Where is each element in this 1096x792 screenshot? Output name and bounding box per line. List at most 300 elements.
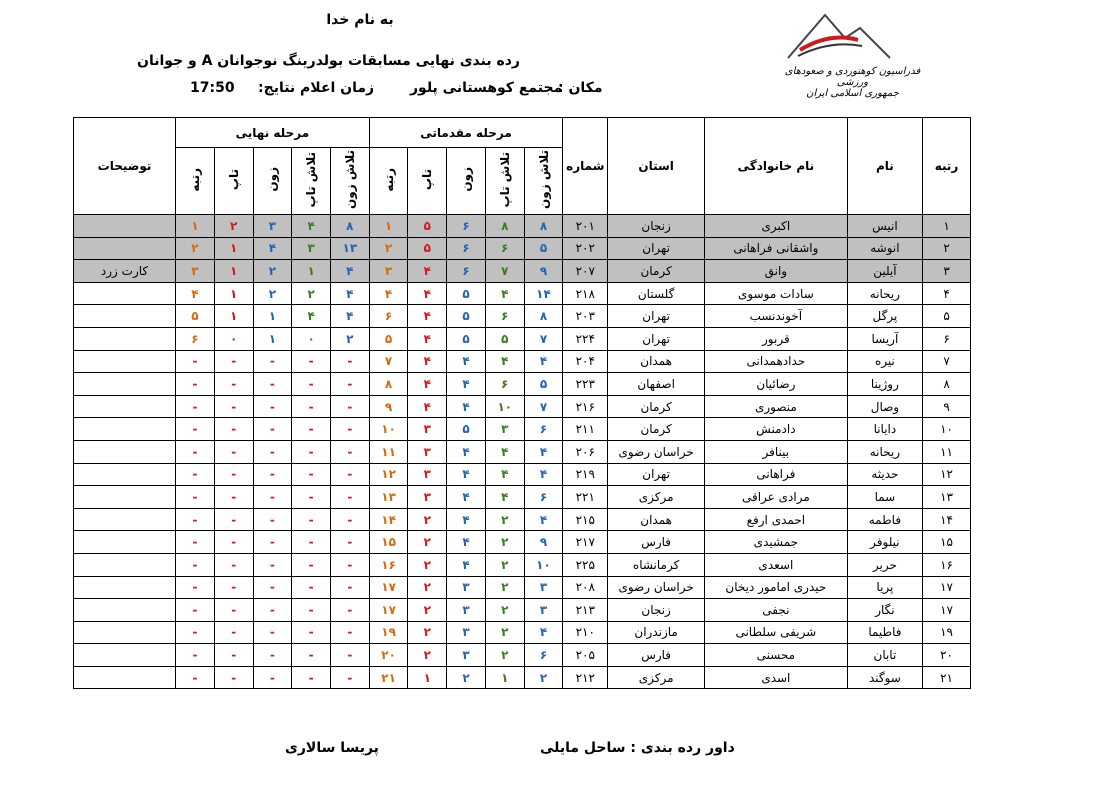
cell-final-top-attempts: - — [292, 644, 331, 667]
cell-final-rank: - — [176, 599, 215, 622]
cell-final-zone-attempts: - — [330, 463, 369, 486]
table-row — [74, 305, 971, 328]
cell-prelim-zone: ۵ — [447, 305, 486, 328]
cell-final-zone-attempts: - — [330, 644, 369, 667]
cell-number: ۲۱۳ — [563, 599, 608, 622]
cell-number: ۲۱۰ — [563, 621, 608, 644]
cell-final-rank: ۴ — [176, 282, 215, 305]
cell-notes — [74, 553, 176, 576]
cell-prelim-rank: ۱۴ — [369, 508, 408, 531]
cell-prelim-top-attempts: ۱۰ — [485, 395, 524, 418]
cell-name: سما — [847, 486, 922, 509]
cell-name: نگار — [847, 599, 922, 622]
cell-final-zone-attempts: - — [330, 373, 369, 396]
signatory-name: پریسا سالاری — [285, 740, 379, 756]
cell-name: حریر — [847, 553, 922, 576]
cell-final-top-attempts: - — [292, 463, 331, 486]
cell-prelim-top-attempts: ۵ — [485, 327, 524, 350]
cell-final-top: - — [214, 486, 253, 509]
cell-final-top: - — [214, 350, 253, 373]
cell-number: ۲۰۵ — [563, 644, 608, 667]
cell-final-top: ۱ — [214, 237, 253, 260]
cell-family: اسدی — [705, 666, 848, 689]
cell-prelim-zone-attempts: ۴ — [524, 350, 563, 373]
cell-rank: ۱۷ — [923, 576, 971, 599]
col-family-header: نام خانوادگی — [705, 118, 848, 215]
cell-prelim-top: ۵ — [408, 215, 447, 238]
cell-number: ۲۱۸ — [563, 282, 608, 305]
cell-prelim-zone: ۳ — [447, 599, 486, 622]
cell-province: زنجان — [608, 599, 705, 622]
cell-final-zone-attempts: ۴ — [330, 260, 369, 283]
cell-final-zone: - — [253, 553, 292, 576]
cell-prelim-top-attempts: ۶ — [485, 373, 524, 396]
cell-notes — [74, 305, 176, 328]
cell-final-zone: - — [253, 486, 292, 509]
cell-final-top: - — [214, 553, 253, 576]
cell-prelim-zone: ۴ — [447, 553, 486, 576]
table-row — [74, 373, 971, 396]
prelim-zone-attempts-header: تلاش زون — [524, 148, 563, 215]
cell-number: ۲۱۷ — [563, 531, 608, 554]
cell-province: کرمان — [608, 418, 705, 441]
table-row — [74, 486, 971, 509]
cell-prelim-rank: ۷ — [369, 350, 408, 373]
cell-final-rank: - — [176, 553, 215, 576]
cell-prelim-top: ۳ — [408, 486, 447, 509]
cell-family: واشقانی فراهانی — [705, 237, 848, 260]
cell-name: فاطمه — [847, 508, 922, 531]
cell-final-zone: ۲ — [253, 260, 292, 283]
cell-prelim-rank: ۱۹ — [369, 621, 408, 644]
table-row — [74, 531, 971, 554]
cell-prelim-zone-attempts: ۱۴ — [524, 282, 563, 305]
cell-final-rank: - — [176, 644, 215, 667]
cell-rank: ۲ — [923, 237, 971, 260]
final-zone-header: زون — [253, 148, 292, 215]
cell-prelim-rank: ۱ — [369, 215, 408, 238]
col-rank-header: رتبه — [923, 118, 971, 215]
cell-prelim-zone: ۶ — [447, 215, 486, 238]
cell-prelim-top-attempts: ۲ — [485, 576, 524, 599]
cell-notes — [74, 486, 176, 509]
prelim-zone-header: زون — [447, 148, 486, 215]
cell-province: تهران — [608, 305, 705, 328]
table-row — [74, 260, 971, 283]
cell-prelim-zone-attempts: ۷ — [524, 327, 563, 350]
cell-name: انیس — [847, 215, 922, 238]
cell-family: رضائیان — [705, 373, 848, 396]
cell-prelim-zone-attempts: ۴ — [524, 463, 563, 486]
table-row — [74, 463, 971, 486]
cell-number: ۲۰۶ — [563, 440, 608, 463]
cell-prelim-zone: ۴ — [447, 440, 486, 463]
cell-prelim-top-attempts: ۳ — [485, 418, 524, 441]
cell-prelim-top-attempts: ۴ — [485, 440, 524, 463]
cell-prelim-top-attempts: ۴ — [485, 350, 524, 373]
cell-final-top-attempts: - — [292, 666, 331, 689]
cell-prelim-rank: ۹ — [369, 395, 408, 418]
cell-final-zone: ۱ — [253, 305, 292, 328]
cell-final-zone-attempts: ۴ — [330, 282, 369, 305]
cell-final-top: - — [214, 395, 253, 418]
cell-prelim-top: ۴ — [408, 350, 447, 373]
cell-final-top: ۲ — [214, 215, 253, 238]
cell-prelim-top-attempts: ۲ — [485, 531, 524, 554]
cell-family: دادمنش — [705, 418, 848, 441]
cell-name: ریحانه — [847, 440, 922, 463]
cell-final-zone: ۴ — [253, 237, 292, 260]
cell-final-zone: - — [253, 395, 292, 418]
cell-final-zone: - — [253, 373, 292, 396]
cell-family: نجفی — [705, 599, 848, 622]
cell-rank: ۲۰ — [923, 644, 971, 667]
cell-final-top-attempts: ۱ — [292, 260, 331, 283]
cell-name: ریحانه — [847, 282, 922, 305]
cell-final-top-attempts: ۰ — [292, 327, 331, 350]
table-row — [74, 666, 971, 689]
table-row — [74, 282, 971, 305]
cell-prelim-rank: ۴ — [369, 282, 408, 305]
cell-rank: ۱۰ — [923, 418, 971, 441]
cell-final-rank: - — [176, 576, 215, 599]
table-row — [74, 350, 971, 373]
cell-final-zone: - — [253, 531, 292, 554]
cell-number: ۲۲۱ — [563, 486, 608, 509]
cell-final-top: - — [214, 666, 253, 689]
cell-family: حیدری امامور دیخان — [705, 576, 848, 599]
cell-name: فاطیما — [847, 621, 922, 644]
cell-province: فارس — [608, 531, 705, 554]
results-time-value: 17:50 — [190, 80, 235, 96]
cell-final-zone: - — [253, 463, 292, 486]
cell-final-top-attempts: - — [292, 599, 331, 622]
cell-prelim-top: ۴ — [408, 395, 447, 418]
final-stage-header: مرحله نهایی — [176, 118, 370, 148]
cell-number: ۲۲۴ — [563, 327, 608, 350]
cell-prelim-top: ۲ — [408, 599, 447, 622]
cell-number: ۲۰۸ — [563, 576, 608, 599]
table-row — [74, 553, 971, 576]
cell-final-top-attempts: ۴ — [292, 305, 331, 328]
final-top-header: تاپ — [214, 148, 253, 215]
cell-final-zone-attempts: - — [330, 531, 369, 554]
cell-family: سادات موسوی — [705, 282, 848, 305]
cell-number: ۲۱۱ — [563, 418, 608, 441]
cell-number: ۲۱۹ — [563, 463, 608, 486]
cell-rank: ۵ — [923, 305, 971, 328]
cell-prelim-rank: ۱۷ — [369, 599, 408, 622]
cell-province: فارس — [608, 644, 705, 667]
cell-number: ۲۰۷ — [563, 260, 608, 283]
cell-final-zone-attempts: - — [330, 350, 369, 373]
cell-prelim-zone: ۴ — [447, 463, 486, 486]
cell-prelim-top: ۳ — [408, 440, 447, 463]
table-row — [74, 599, 971, 622]
cell-rank: ۱۴ — [923, 508, 971, 531]
cell-prelim-zone: ۴ — [447, 373, 486, 396]
cell-prelim-top: ۵ — [408, 237, 447, 260]
cell-province: گلستان — [608, 282, 705, 305]
cell-name: وصال — [847, 395, 922, 418]
cell-prelim-zone-attempts: ۸ — [524, 305, 563, 328]
cell-name: دایانا — [847, 418, 922, 441]
cell-prelim-zone: ۴ — [447, 486, 486, 509]
final-rank-header: رتبه — [176, 148, 215, 215]
cell-number: ۲۱۲ — [563, 666, 608, 689]
cell-prelim-top: ۳ — [408, 463, 447, 486]
cell-family: بینافر — [705, 440, 848, 463]
cell-notes — [74, 350, 176, 373]
cell-final-rank: ۲ — [176, 237, 215, 260]
cell-final-zone: - — [253, 644, 292, 667]
cell-prelim-rank: ۲ — [369, 237, 408, 260]
cell-rank: ۱۱ — [923, 440, 971, 463]
cell-final-zone-attempts: ۴ — [330, 305, 369, 328]
cell-final-zone: - — [253, 576, 292, 599]
cell-prelim-zone-attempts: ۶ — [524, 486, 563, 509]
cell-final-rank: - — [176, 350, 215, 373]
cell-prelim-zone-attempts: ۹ — [524, 260, 563, 283]
cell-final-top-attempts: - — [292, 508, 331, 531]
cell-final-top-attempts: - — [292, 395, 331, 418]
cell-final-rank: - — [176, 395, 215, 418]
cell-final-top-attempts: - — [292, 373, 331, 396]
cell-name: پرگل — [847, 305, 922, 328]
cell-final-zone: ۱ — [253, 327, 292, 350]
cell-number: ۲۰۱ — [563, 215, 608, 238]
cell-final-zone-attempts: - — [330, 553, 369, 576]
cell-prelim-zone: ۴ — [447, 395, 486, 418]
cell-final-zone-attempts: - — [330, 440, 369, 463]
cell-prelim-zone-attempts: ۴ — [524, 508, 563, 531]
cell-family: احمدی ارفع — [705, 508, 848, 531]
cell-prelim-top: ۲ — [408, 553, 447, 576]
table-row — [74, 327, 971, 350]
prelim-top-header: تاپ — [408, 148, 447, 215]
cell-family: وانق — [705, 260, 848, 283]
classification-judge: داور رده بندی : ساحل مایلی — [540, 740, 735, 756]
cell-province: تهران — [608, 463, 705, 486]
cell-prelim-zone-attempts: ۱۰ — [524, 553, 563, 576]
cell-province: خراسان رضوی — [608, 440, 705, 463]
cell-rank: ۱۲ — [923, 463, 971, 486]
table-row — [74, 418, 971, 441]
cell-prelim-rank: ۳ — [369, 260, 408, 283]
cell-prelim-top-attempts: ۴ — [485, 463, 524, 486]
cell-final-rank: - — [176, 508, 215, 531]
cell-prelim-top: ۳ — [408, 418, 447, 441]
cell-province: همدان — [608, 508, 705, 531]
logo-text-line2: جمهوری اسلامی ایران — [806, 88, 899, 99]
cell-prelim-top: ۴ — [408, 260, 447, 283]
cell-rank: ۱۵ — [923, 531, 971, 554]
cell-final-rank: - — [176, 531, 215, 554]
cell-final-top-attempts: ۳ — [292, 237, 331, 260]
cell-final-zone: - — [253, 599, 292, 622]
cell-name: تابان — [847, 644, 922, 667]
cell-prelim-top: ۲ — [408, 644, 447, 667]
cell-prelim-zone-attempts: ۴ — [524, 440, 563, 463]
cell-notes — [74, 644, 176, 667]
cell-number: ۲۰۴ — [563, 350, 608, 373]
prelim-stage-header: مرحله مقدماتی — [369, 118, 563, 148]
cell-notes — [74, 621, 176, 644]
cell-prelim-top: ۴ — [408, 373, 447, 396]
cell-prelim-zone: ۴ — [447, 350, 486, 373]
cell-notes: کارت زرد — [74, 260, 176, 283]
cell-prelim-top-attempts: ۶ — [485, 237, 524, 260]
cell-prelim-zone: ۳ — [447, 621, 486, 644]
cell-final-top: - — [214, 463, 253, 486]
cell-final-top: - — [214, 644, 253, 667]
cell-name: روژینا — [847, 373, 922, 396]
cell-rank: ۱۶ — [923, 553, 971, 576]
cell-prelim-zone-attempts: ۶ — [524, 644, 563, 667]
table-row — [74, 576, 971, 599]
cell-final-top: ۱ — [214, 260, 253, 283]
cell-notes — [74, 576, 176, 599]
cell-final-zone: - — [253, 508, 292, 531]
cell-prelim-top-attempts: ۲ — [485, 553, 524, 576]
cell-prelim-rank: ۱۶ — [369, 553, 408, 576]
cell-family: قربور — [705, 327, 848, 350]
cell-prelim-top-attempts: ۱ — [485, 666, 524, 689]
cell-notes — [74, 327, 176, 350]
cell-province: زنجان — [608, 215, 705, 238]
cell-final-zone: - — [253, 418, 292, 441]
table-row — [74, 508, 971, 531]
table-row — [74, 395, 971, 418]
cell-notes — [74, 531, 176, 554]
cell-prelim-rank: ۱۵ — [369, 531, 408, 554]
cell-family: حدادهمدانی — [705, 350, 848, 373]
cell-name: نیلوفر — [847, 531, 922, 554]
cell-final-top-attempts: - — [292, 350, 331, 373]
cell-final-top-attempts: - — [292, 440, 331, 463]
cell-number: ۲۲۵ — [563, 553, 608, 576]
cell-final-top-attempts: - — [292, 418, 331, 441]
cell-prelim-top: ۴ — [408, 282, 447, 305]
cell-prelim-top-attempts: ۲ — [485, 621, 524, 644]
cell-final-rank: - — [176, 666, 215, 689]
cell-prelim-zone: ۵ — [447, 418, 486, 441]
cell-prelim-top-attempts: ۶ — [485, 305, 524, 328]
cell-province: خراسان رضوی — [608, 576, 705, 599]
cell-prelim-rank: ۱۲ — [369, 463, 408, 486]
cell-prelim-zone-attempts: ۶ — [524, 418, 563, 441]
cell-notes — [74, 237, 176, 260]
cell-prelim-zone-attempts: ۴ — [524, 621, 563, 644]
cell-province: مرکزی — [608, 666, 705, 689]
cell-final-zone: - — [253, 440, 292, 463]
cell-rank: ۱۳ — [923, 486, 971, 509]
cell-prelim-zone-attempts: ۵ — [524, 373, 563, 396]
final-zone-attempts-header: تلاش زون — [330, 148, 369, 215]
cell-final-rank: ۵ — [176, 305, 215, 328]
cell-rank: ۷ — [923, 350, 971, 373]
cell-final-top: - — [214, 621, 253, 644]
cell-number: ۲۰۳ — [563, 305, 608, 328]
cell-prelim-zone: ۴ — [447, 508, 486, 531]
table-row — [74, 621, 971, 644]
cell-final-rank: - — [176, 463, 215, 486]
cell-prelim-zone: ۴ — [447, 531, 486, 554]
cell-final-rank: - — [176, 621, 215, 644]
cell-rank: ۳ — [923, 260, 971, 283]
cell-notes — [74, 440, 176, 463]
col-name-header: نام — [847, 118, 922, 215]
cell-final-rank: ۱ — [176, 215, 215, 238]
cell-number: ۲۰۲ — [563, 237, 608, 260]
cell-final-top-attempts: - — [292, 531, 331, 554]
cell-prelim-rank: ۵ — [369, 327, 408, 350]
cell-family: شریفی سلطانی — [705, 621, 848, 644]
cell-prelim-zone: ۵ — [447, 327, 486, 350]
cell-family: مرادی عراقی — [705, 486, 848, 509]
cell-final-top: ۱ — [214, 305, 253, 328]
cell-final-rank: ۳ — [176, 260, 215, 283]
cell-prelim-top: ۴ — [408, 327, 447, 350]
cell-prelim-rank: ۱۷ — [369, 576, 408, 599]
col-notes-header: توضیحات — [74, 118, 176, 215]
cell-prelim-zone: ۳ — [447, 644, 486, 667]
cell-prelim-top-attempts: ۲ — [485, 508, 524, 531]
cell-final-zone-attempts: - — [330, 666, 369, 689]
cell-final-zone-attempts: - — [330, 418, 369, 441]
cell-notes — [74, 215, 176, 238]
cell-final-top-attempts: ۴ — [292, 215, 331, 238]
cell-rank: ۴ — [923, 282, 971, 305]
cell-prelim-zone-attempts: ۵ — [524, 237, 563, 260]
cell-province: کرمان — [608, 260, 705, 283]
table-row — [74, 644, 971, 667]
cell-family: منصوری — [705, 395, 848, 418]
place-label: مکان : — [558, 80, 603, 96]
cell-prelim-rank: ۱۳ — [369, 486, 408, 509]
cell-final-rank: - — [176, 418, 215, 441]
cell-family: اکبری — [705, 215, 848, 238]
cell-prelim-top-attempts: ۷ — [485, 260, 524, 283]
cell-name: نیره — [847, 350, 922, 373]
cell-prelim-rank: ۱۱ — [369, 440, 408, 463]
cell-prelim-zone: ۲ — [447, 666, 486, 689]
cell-prelim-zone-attempts: ۷ — [524, 395, 563, 418]
cell-province: مرکزی — [608, 486, 705, 509]
cell-notes — [74, 282, 176, 305]
table-row — [74, 237, 971, 260]
cell-final-zone-attempts: - — [330, 621, 369, 644]
cell-final-top: - — [214, 373, 253, 396]
cell-final-top: - — [214, 531, 253, 554]
cell-rank: ۸ — [923, 373, 971, 396]
cell-prelim-zone-attempts: ۳ — [524, 599, 563, 622]
cell-prelim-top-attempts: ۸ — [485, 215, 524, 238]
results-table — [73, 117, 971, 689]
cell-final-rank: - — [176, 440, 215, 463]
cell-final-zone-attempts: - — [330, 486, 369, 509]
cell-final-zone: - — [253, 666, 292, 689]
cell-name: آیلین — [847, 260, 922, 283]
cell-final-top-attempts: - — [292, 486, 331, 509]
cell-notes — [74, 373, 176, 396]
cell-province: همدان — [608, 350, 705, 373]
cell-final-top: - — [214, 599, 253, 622]
cell-prelim-zone: ۳ — [447, 576, 486, 599]
cell-prelim-zone: ۶ — [447, 237, 486, 260]
cell-final-zone-attempts: - — [330, 599, 369, 622]
cell-final-zone: ۲ — [253, 282, 292, 305]
